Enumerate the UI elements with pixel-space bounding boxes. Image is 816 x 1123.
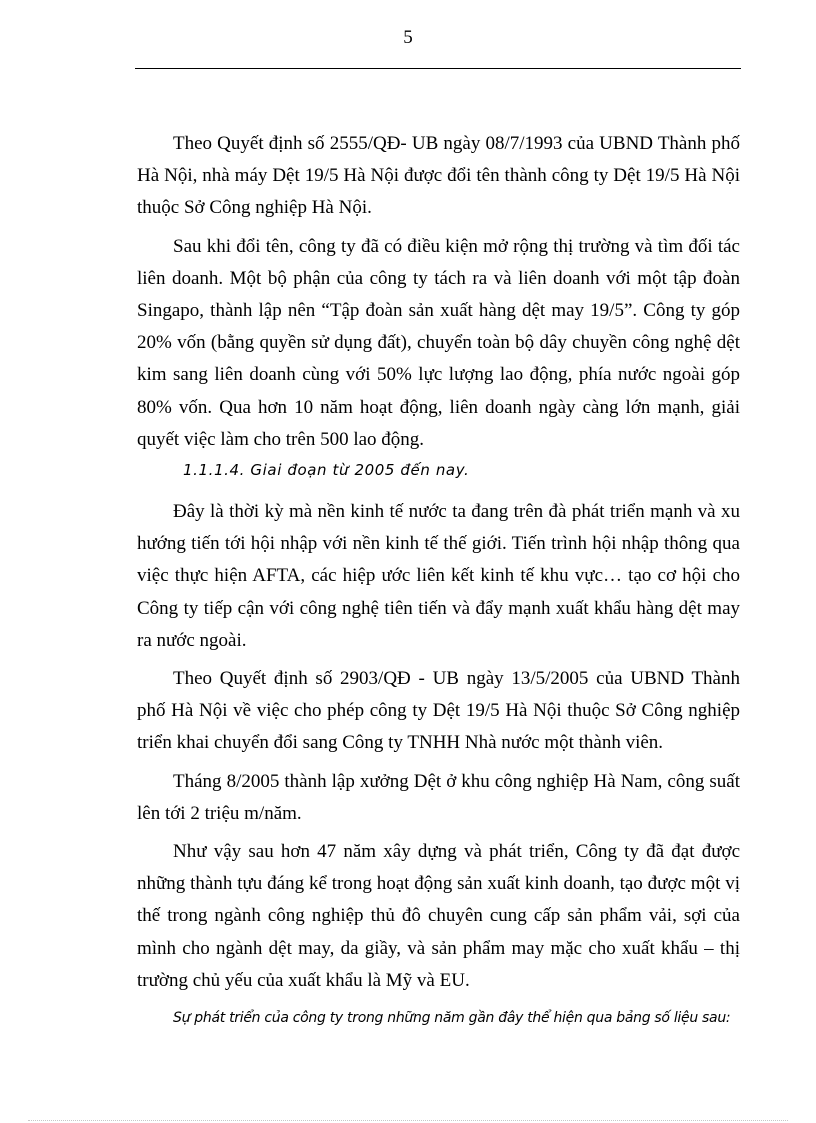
table-caption: Sự phát triển của công ty trong những năm gần đây thể hiện qua bảng số liệu sau: — [173, 1010, 731, 1027]
paragraph-5: Tháng 8/2005 thành lập xưởng Dệt ở khu công nghiệp Hà Nam, công suất lên tới 2 triệu m/năm. — [137, 770, 740, 824]
page-bottom-border — [28, 1120, 788, 1121]
body-text — [137, 128, 740, 1033]
header-rule — [135, 68, 741, 69]
paragraph-4: Theo Quyết định số 2903/QĐ - UB ngày 13/5/2005 của UBND Thành phố Hà Nội về việc cho phép công ty Dệt 19/5 Hà Nội thuộc Sở Công nghiệp triển khai chuyển đổi sang Công ty TNHH Nhà nước một thành viên. — [137, 668, 740, 754]
section-subheading: 1.1.1.4. Giai đoạn từ 2005 đến nay. — [183, 461, 470, 480]
paragraph-1: Theo Quyết định số 2555/QĐ- UB ngày 08/7/1993 của UBND Thành phố Hà Nội, nhà máy Dệt 19/5 Hà Nội được đổi tên thành công ty Dệt 19/5 Hà Nội thuộc Sở Công nghiệp Hà Nội. — [137, 133, 740, 219]
paragraph-3: Đây là thời kỳ mà nền kinh tế nước ta đang trên đà phát triển mạnh và xu hướng tiến tới hội nhập với nền kinh tế thế giới. Tiến trình hội nhập thông qua việc thực hiện AFTA, các hiệp ước liên kết kinh tế khu vực… tạo cơ hội cho Công ty tiếp cận với công nghệ tiên tiến và đẩy mạnh xuất khẩu hàng dệt may ra nước ngoài. — [137, 501, 740, 651]
paragraph-6: Như vậy sau hơn 47 năm xây dựng và phát triển, Công ty đã đạt được những thành tựu đáng kể trong hoạt động sản xuất kinh doanh, tạo được một vị thế trong ngành công nghiệp thủ đô chuyên cung cấp sản phẩm vải, sợi của mình cho ngành dệt may, da giầy, và sản phẩm may mặc cho xuất khẩu – thị trường chủ yếu của xuất khẩu là Mỹ và EU. — [137, 841, 740, 991]
page-number: 5 — [403, 27, 413, 48]
paragraph-2: Sau khi đổi tên, công ty đã có điều kiện mở rộng thị trường và tìm đối tác liên doanh. Một bộ phận của công ty tách ra và liên doanh với một tập đoàn Singapo, thành lập nên “Tập đoàn sản xuất hàng dệt may 19/5”. Công ty góp 20% vốn (bằng quyền sử dụng đất), chuyển toàn bộ dây chuyền công nghệ dệt kim sang liên doanh cùng với 50% lực lượng lao động, phía nước ngoài góp 80% vốn. Qua hơn 10 năm hoạt động, liên doanh ngày càng lớn mạnh, giải quyết việc làm cho trên 500 lao động. — [137, 235, 740, 450]
